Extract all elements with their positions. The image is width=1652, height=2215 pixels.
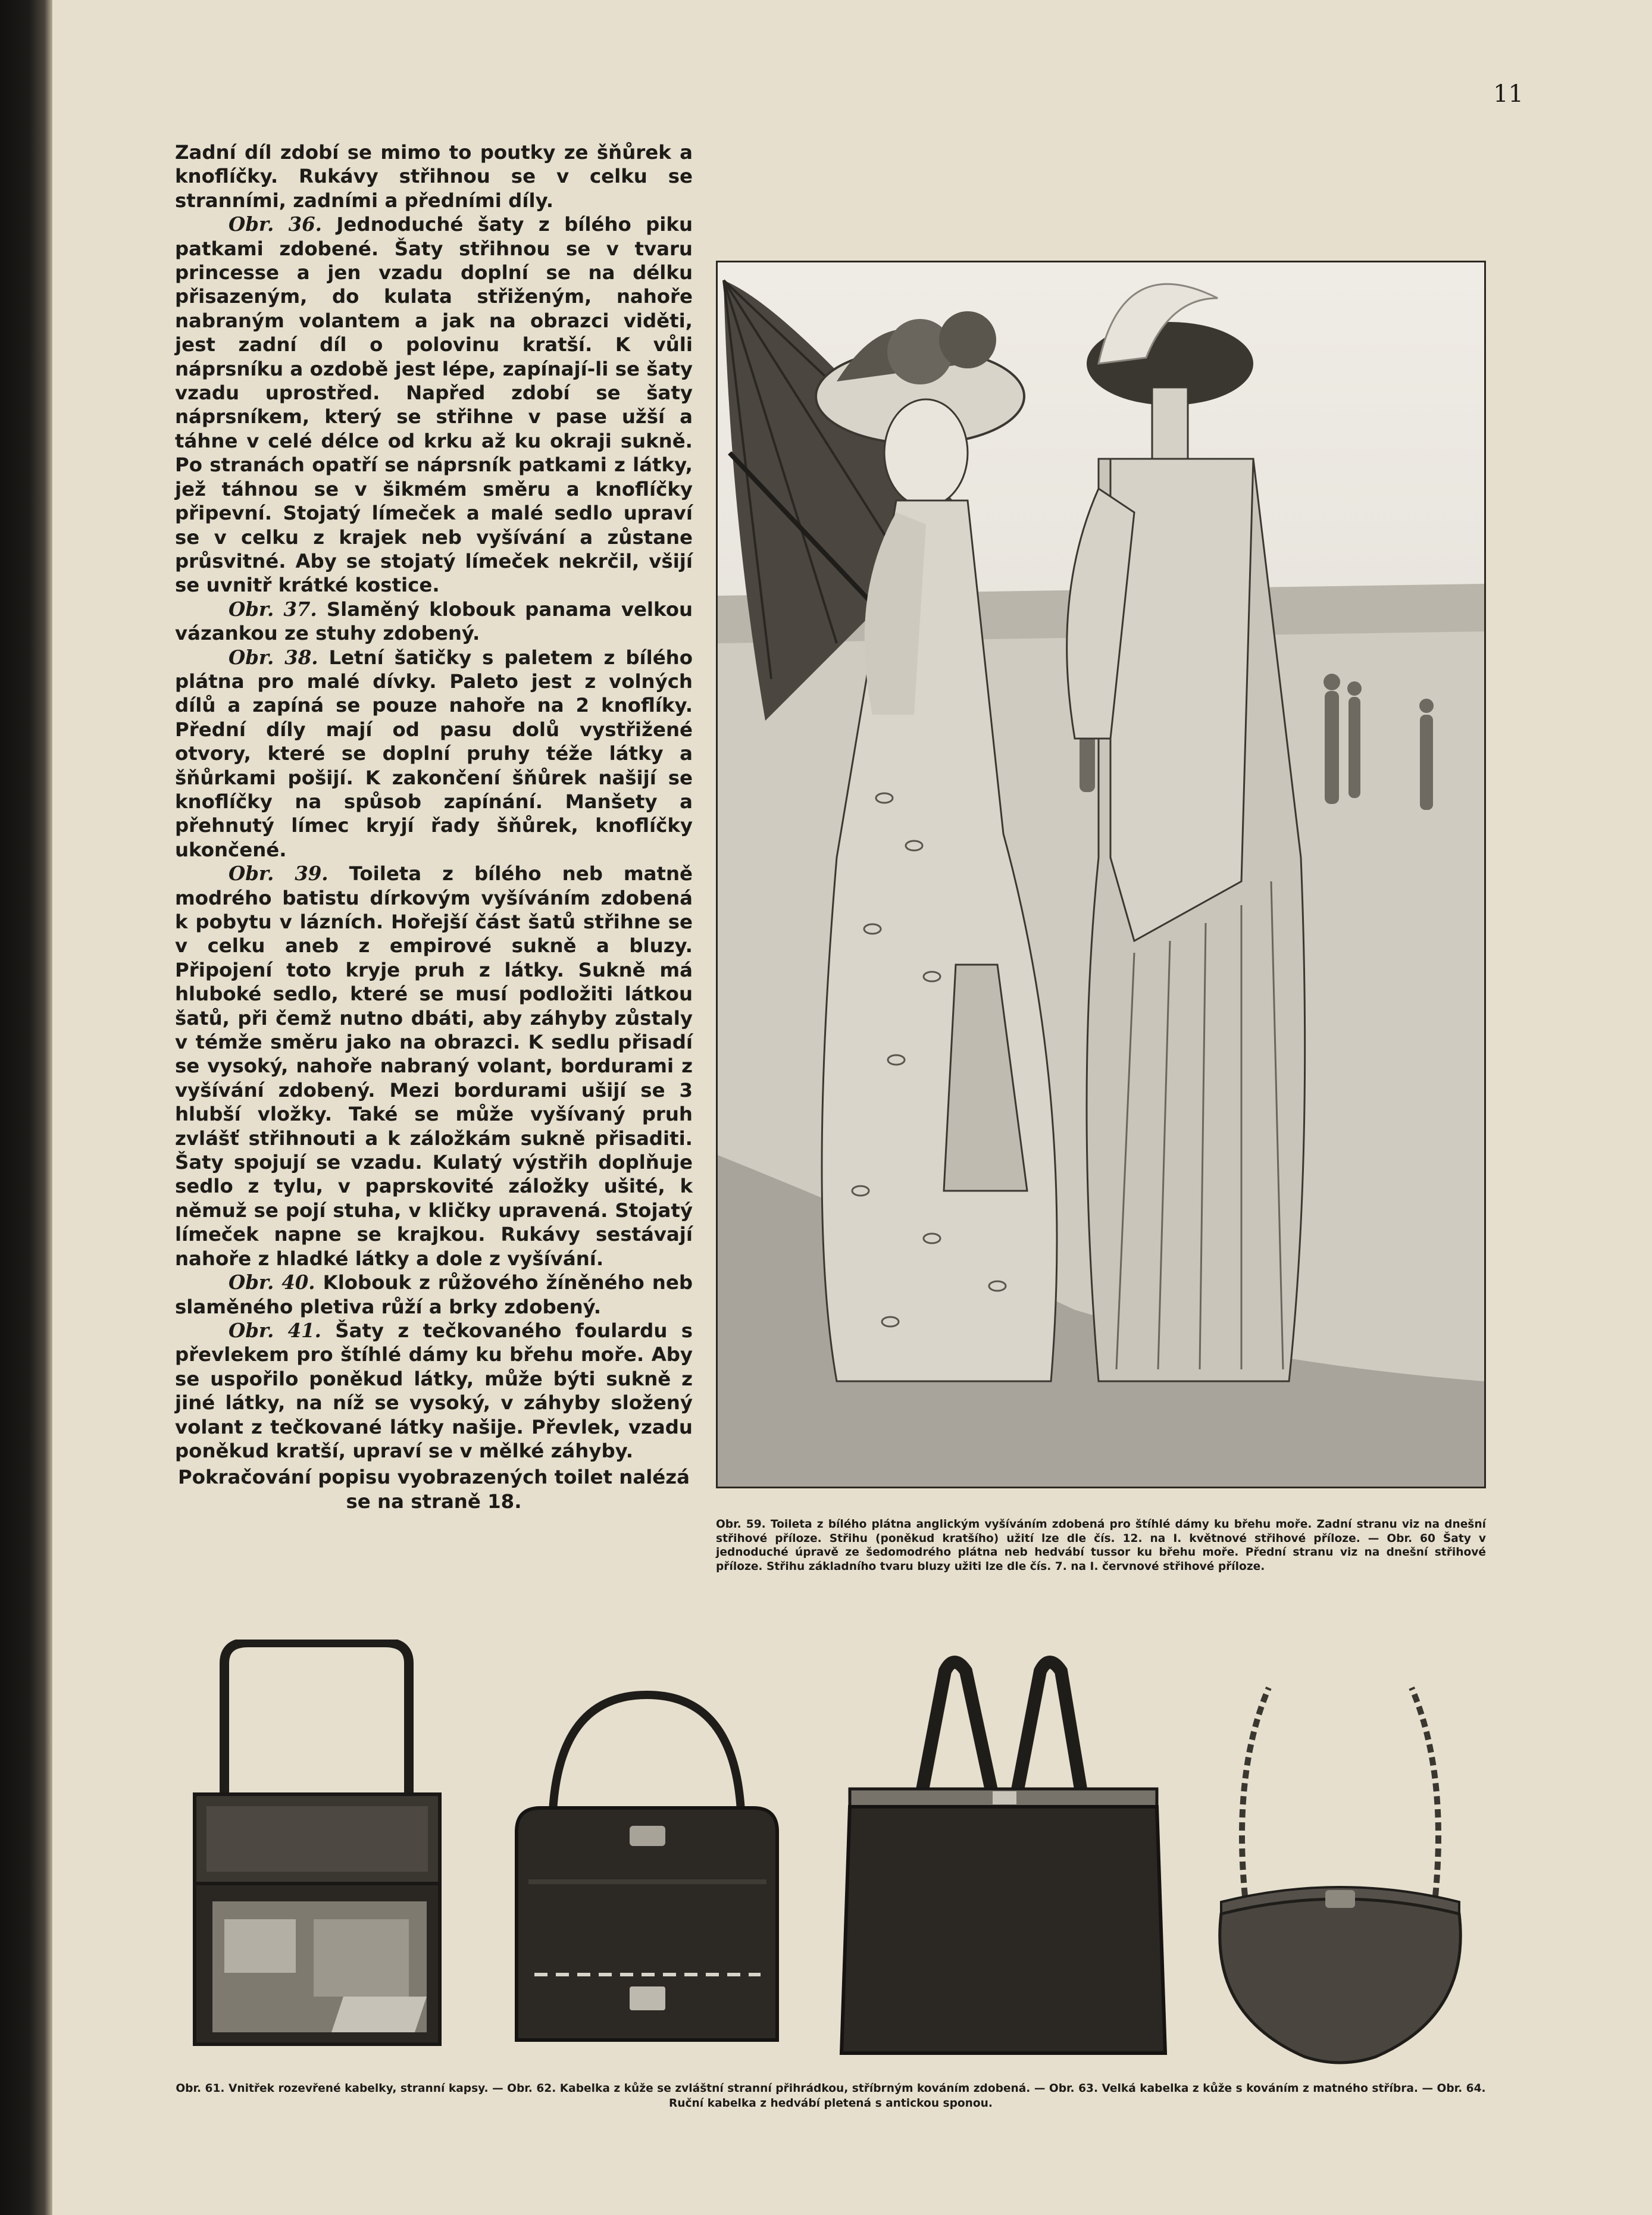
article-paragraph (175, 862, 693, 1271)
paragraph-text: Jednoduché šaty z bílého piku patkami zdobené. Šaty střihnou se v tvaru princesse a jen vzadu doplní se na délku přisazeným, do kulata střiženým, nahoře nabraným volantem a jak na obrazci viděti, jest zadní díl o polovinu kratší. K vůli náprsníku a ozdobě jest lépe, zapínají-li se šaty vzadu uprostřed. Napřed zdobí se šaty náprsníkem, který se střihne v pase užší a táhne v celé délce od krku až ku okraji sukně. Po stranách opatří se náprsník patkami z látky, jež táhnou se v šikmém směru a knoflíčky připevní. Stojatý límeček a malé sedlo upraví se v celku z krajek neb vyšívání a zůstane průsvitné. Aby se stojatý límeček nekrčil, všijí se uvnitř krátké kostice. (175, 213, 693, 597)
continuation-note: Pokračování popisu vyobrazených toilet nalézá se na straně 18. (178, 1466, 690, 1513)
paragraph-text: Letní šatičky s paletem z bílého plátna pro malé dívky. Paleto jest z volných dílů a zapíná se pouze nahoře na 2 knoflíky. Přední díly mají od pasu dolů vystřižené otvory, které se doplní pruhy téže látky a šňůrkami pošijí. K zakončení šňůrek našijí se knoflíčky na spůsob zapínání. Manšety a přehnutý límec kryjí řady šňůrek, knoflíčky ukončené. (175, 646, 693, 861)
paragraph-text: Zadní díl zdobí se mimo to poutky ze šňůrek a knoflíčky. Rukávy střihnou se v celku se stranními, zadními a předními díly. (175, 141, 693, 212)
figure-reference: Obr. 39. (229, 862, 328, 886)
article-text-column (175, 140, 693, 1513)
figure-reference: Obr. 36. (229, 213, 322, 236)
illustration-drawing (718, 262, 1484, 1487)
leather-handbag-icon (505, 1689, 789, 2052)
lady-back-figure (1067, 284, 1305, 1381)
article-paragraph (175, 1271, 693, 1319)
figure-reference: Obr. 38. (229, 646, 318, 669)
article-paragraph (175, 212, 693, 597)
page-number: 11 (1493, 80, 1523, 108)
handbags-caption: Obr. 61. Vnitřek rozevřené kabelky, stranní kapsy. — Obr. 62. Kabelka z kůže se zvláštní stranní přihrádkou, stříbrným kováním zdobená. — Obr. 63. Velká kabelka z kůže s kováním z matného stříbra. — Obr. 64. Ruční kabelka z hedvábí pletená s antickou sponou. (176, 2082, 1486, 2110)
paragraph-text: Šaty z tečkovaného foulardu s převlekem pro štíhlé dámy ku břehu moře. Aby se uspořilo poněkud látky, může býti sukně z jiné látky, na níž se vysoký, v záhyby složený volant z tečkované látky našije. Převlek, vzadu poněkud kratší, upraví se v mělké záhyby. (175, 1319, 693, 1462)
article-paragraph (175, 597, 693, 646)
article-paragraph (175, 140, 693, 212)
fashion-illustration-two-ladies (716, 261, 1486, 1488)
page-binding-edge (0, 0, 52, 2215)
knitted-silk-handbag-icon (1209, 1682, 1471, 2067)
article-paragraph (175, 1319, 693, 1463)
paragraph-text: Slaměný klobouk panama velkou vázankou ze stuhy zdobený. (175, 597, 693, 645)
figure-reference: Obr. 40. (229, 1271, 315, 1294)
figure-59-caption: Obr. 59. Toileta z bílého plátna anglickým vyšíváním zdobená pro štíhlé dámy ku břehu moře. Zadní stranu viz na dnešní střihové příloze. Střihu (poněkud kratšího) užití lze dle čís. 12. na I. květnové střihové příloze. — Obr. 60 Šaty v jednoduché úpravě ze šedomodrého plátna neb hedvábí tussor ku břehu moře. Přední stranu viz na dnešní střihové příloze. Střihu základního tvaru bluzy užiti lze dle čís. 7. na I. červnové střihové příloze. (716, 1518, 1486, 1573)
paragraph-text: Toileta z bílého neb matně modrého batistu dírkovým vyšíváním zdobená k pobytu v lázních. Hořejší část šatů střihne se v celku aneb z empirové sukně a bluzy. Připojení toto kryje pruh z látky. Sukně má hluboké sedlo, které se musí podložiti látkou šatů, při čemž nutno dbáti, aby záhyby zůstaly v témže směru jako na obrazci. K sedlu přisadí se vysoký, nahoře nabraný volant, bordurami z vyšívání zdobený. Mezi bordurami ušijí se 3 hlubší vložky. Také se může vyšívaný pruh zvlášť střihnouti a k záložkám sukně přisaditi. Šaty spojují se vzadu. Kulatý výstřih doplňuje sedlo z tylu, v paprskovité záložky ušité, k němuž se pojí stuha, v kličky upravená. Stojatý límeček napne se krajkou. Rukávy sestávají nahoře z hladké látky a dole z vyšívání. (175, 862, 693, 1270)
article-paragraph (175, 646, 693, 862)
open-handbag-icon (189, 1640, 446, 2050)
figure-reference: Obr. 37. (229, 597, 317, 621)
large-handbag-icon (838, 1653, 1169, 2059)
figure-reference: Obr. 41. (229, 1319, 321, 1342)
paragraph-text: Klobouk z růžového žíněného neb slaměného pletiva růží a brky zdobený. (175, 1271, 693, 1318)
